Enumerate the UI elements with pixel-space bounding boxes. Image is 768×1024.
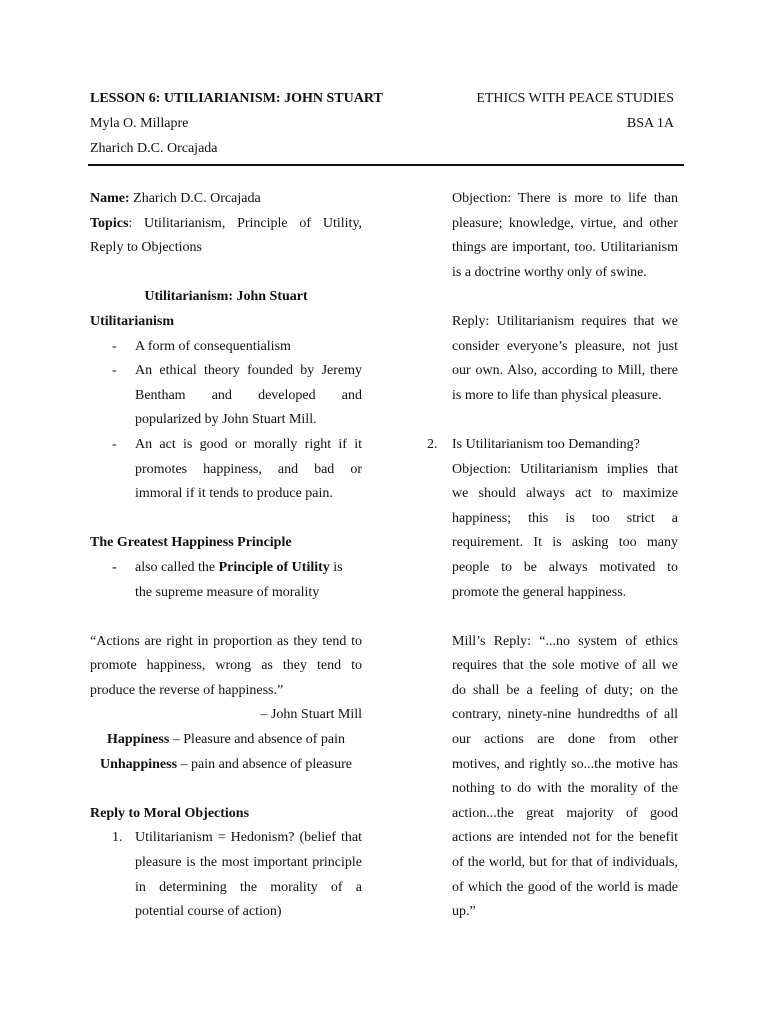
item-number: 2. xyxy=(427,436,438,452)
quote-author: – John Stuart Mill xyxy=(260,707,362,723)
unhappiness-definition xyxy=(90,753,362,778)
objection-2: Objection: Utilitarianism implies that we should always act to maximize happiness; this is too strict a requirement. It is asking too many people to be always motivated to promote the general happiness. xyxy=(452,461,678,600)
objection-1: Objection: There is more to life than pleasure; knowledge, virtue, and other things are important, too. Utilitarianism is a doctrine worthy only of swine. xyxy=(452,191,678,280)
reply-heading: Reply to Moral Objections xyxy=(90,805,250,821)
class-section: BSA 1A xyxy=(626,116,674,131)
list-item xyxy=(90,826,362,924)
header-divider xyxy=(88,164,684,166)
list-item xyxy=(90,556,362,605)
mills-reply: Mill’s Reply: “...no system of ethics requires that the sole motive of all we do shall be a feeling of duty; on the contrary, ninety-nine hundredths of all our actions are done from other motives, and rightly so...the motive has nothing to do with the morality of the action...the great majority of good actions are intended not for the benefit of the world, but for that of individuals, of which the good of the world is made up.” xyxy=(452,633,678,920)
quote-text: “Actions are right in proportion as they tend to promote happiness, wrong as they tend to produce the reverse of happiness.” xyxy=(90,633,362,698)
list-item xyxy=(90,359,362,433)
ghp-post: is the supreme measure of morality xyxy=(135,559,343,600)
topics-label: Topics xyxy=(90,215,129,231)
unhappiness-def: – pain and absence of pleasure xyxy=(177,756,352,772)
reply-1: Reply: Utilitarianism requires that we consider everyone’s pleasure, not just our own. Also, according to Mill, there is more to life than physical pleasure. xyxy=(452,313,678,403)
bullet-text: An ethical theory founded by Jeremy Bentham and developed and popularized by John Stuart Mill. xyxy=(135,363,362,428)
happiness-def: – Pleasure and absence of pain xyxy=(169,732,345,748)
unhappiness-term: Unhappiness xyxy=(100,756,178,772)
ghp-pre: also called the xyxy=(135,559,219,575)
lesson-title: LESSON 6: UTILIARIANISM: JOHN STUART xyxy=(90,91,383,106)
item-title: Is Utilitarianism too Demanding? xyxy=(452,436,640,452)
name-line xyxy=(90,187,362,212)
happiness-definition xyxy=(90,728,362,753)
topics-value: : Utilitarianism, Principle of Utility, Reply to Objections xyxy=(90,215,362,256)
bullet-text: An act is good or morally right if it promotes happiness, and bad or immoral if it tends to produce pain. xyxy=(135,436,362,502)
utilitarianism-heading: Utilitarianism xyxy=(90,313,174,329)
item-text: Utilitarianism = Hedonism? (belief that pleasure is the most important principle in determining the morality of a potential course of action) xyxy=(135,830,362,920)
bullet-dash: - xyxy=(112,363,117,379)
course-title: ETHICS WITH PEACE STUDIES xyxy=(476,91,674,106)
list-item xyxy=(414,433,678,458)
list-item xyxy=(90,335,362,360)
ghp-bold: Principle of Utility xyxy=(218,559,330,575)
bullet-text: A form of consequentialism xyxy=(135,338,291,354)
author-2: Zharich D.C. Orcajada xyxy=(90,141,218,156)
happiness-term: Happiness xyxy=(107,732,170,748)
topics-line xyxy=(90,212,362,261)
name-label: Name: xyxy=(90,191,130,206)
item-number: 1. xyxy=(112,830,123,846)
ghp-heading: The Greatest Happiness Principle xyxy=(90,535,292,551)
author-1: Myla O. Millapre xyxy=(90,116,189,131)
right-column xyxy=(414,187,678,925)
name-value: Zharich D.C. Orcajada xyxy=(129,191,261,206)
left-column xyxy=(90,187,362,925)
section-title: Utilitarianism: John Stuart xyxy=(144,289,308,305)
bullet-dash: - xyxy=(112,559,117,575)
bullet-dash: - xyxy=(112,436,117,452)
bullet-dash: - xyxy=(112,338,117,354)
list-item xyxy=(90,433,362,507)
